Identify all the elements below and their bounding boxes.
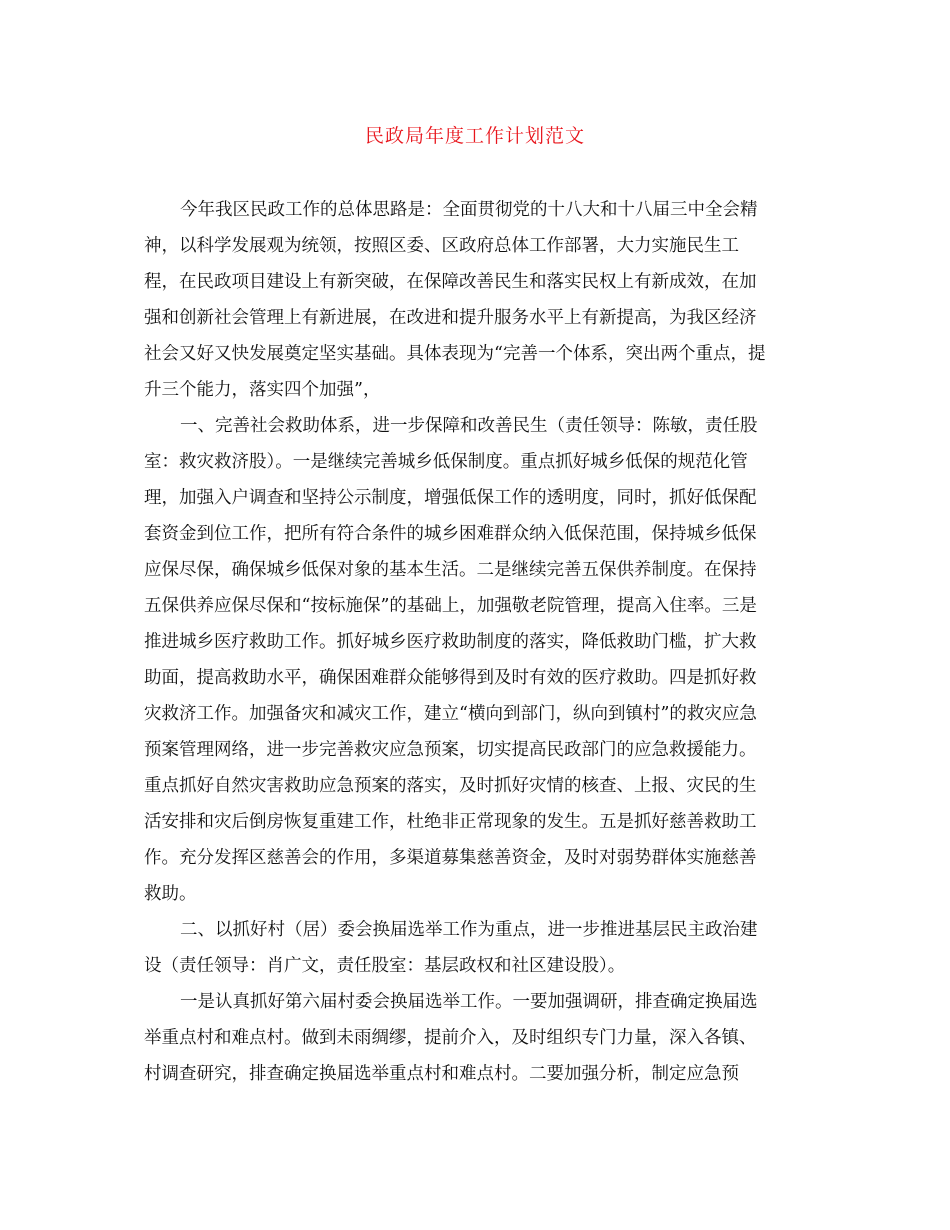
document-title: 民政局年度工作计划范文 — [364, 125, 585, 147]
text-line: 五保供养应保尽保和“按标施保”的基础上，加强敬老院管理，提高入住率。三是 — [144, 596, 757, 616]
text-line: 室：救灾救济股）。一是继续完善城乡低保制度。重点抓好城乡低保的规范化管 — [144, 452, 748, 472]
text-line: 重点抓好自然灾害救助应急预案的落实，及时抓好灾情的核查、上报、灾民的生 — [144, 776, 757, 796]
text-line: 设（责任领导：肖广文，责任股室：基层政权和社区建设股）。 — [144, 956, 626, 976]
text-line: 程，在民政项目建设上有新突破，在保障改善民生和落实民权上有新成效，在加 — [144, 272, 757, 292]
text-line: 作。充分发挥区慈善会的作用，多渠道募集慈善资金，及时对弱势群体实施慈善 — [144, 848, 757, 868]
text-line: 举重点村和难点村。做到未雨绸缪，提前介入，及时组织专门力量，深入各镇、 — [144, 1028, 757, 1048]
text-line: 二、以抓好村（居）委会换届选举工作为重点，进一步推进基层民主政治建 — [180, 920, 758, 940]
text-line: 预案管理网络，进一步完善救灾应急预案，切实提高民政部门的应急救援能力。 — [144, 740, 757, 760]
text-line: 应保尽保，确保城乡低保对象的基本生活。二是继续完善五保供养制度。在保持 — [144, 560, 757, 580]
text-line: 村调查研究，排查确定换届选举重点村和难点村。二要加强分析，制定应急预 — [144, 1064, 739, 1084]
text-line: 强和创新社会管理上有新进展，在改进和提升服务水平上有新提高，为我区经济 — [144, 308, 757, 328]
text-line: 推进城乡医疗救助工作。抓好城乡医疗救助制度的落实，降低救助门槛，扩大救 — [144, 632, 757, 652]
text-line: 今年我区民政工作的总体思路是：全面贯彻党的十八大和十八届三中全会精 — [180, 200, 758, 220]
text-line: 救助。 — [144, 884, 197, 904]
text-line: 一是认真抓好第六届村委会换届选举工作。一要加强调研，排查确定换届选 — [180, 992, 758, 1012]
text-line: 灾救济工作。加强备灾和减灾工作，建立“横向到部门，纵向到镇村”的救灾应急 — [144, 704, 757, 724]
text-line: 升三个能力，落实四个加强”， — [144, 380, 381, 400]
text-line: 神，以科学发展观为统领，按照区委、区政府总体工作部署，大力实施民生工 — [144, 236, 739, 256]
text-line: 助面，提高救助水平，确保困难群众能够得到及时有效的医疗救助。四是抓好救 — [144, 668, 757, 688]
text-line: 社会又好又快发展奠定坚实基础。具体表现为“完善一个体系，突出两个重点，提 — [144, 344, 766, 364]
text-line: 套资金到位工作，把所有符合条件的城乡困难群众纳入低保范围，保持城乡低保 — [144, 524, 757, 544]
text-line: 理，加强入户调查和坚持公示制度，增强低保工作的透明度，同时，抓好低保配 — [144, 488, 757, 508]
text-line: 活安排和灾后倒房恢复重建工作，杜绝非正常现象的发生。五是抓好慈善救助工 — [144, 812, 757, 832]
text-line: 一、完善社会救助体系，进一步保障和改善民生（责任领导：陈敏，责任股 — [180, 416, 758, 436]
